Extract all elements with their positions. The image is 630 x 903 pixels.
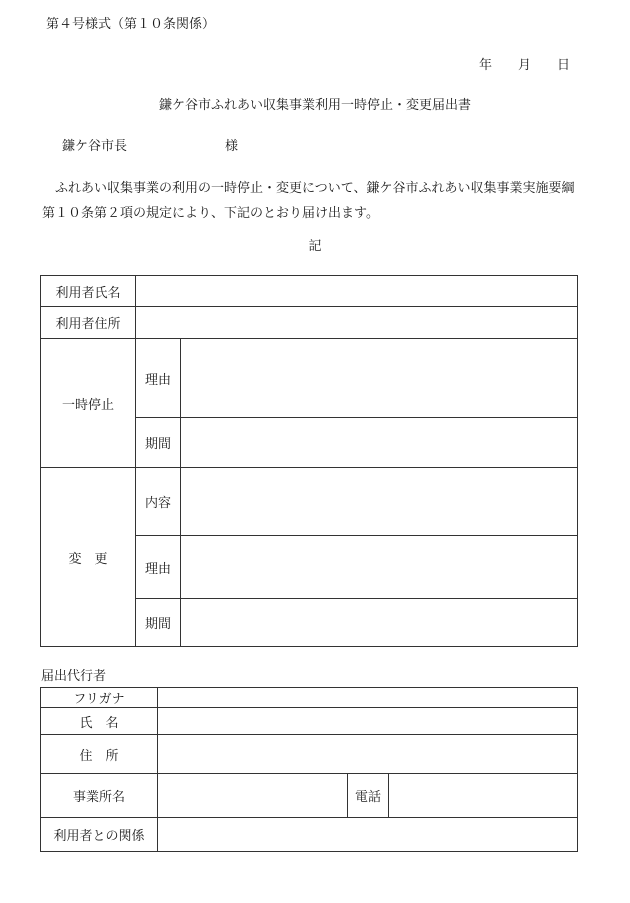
suspension-label: 一時停止 [41,339,136,468]
suspension-period-label: 期間 [136,418,181,468]
change-content-field[interactable] [181,468,578,536]
relationship-label: 利用者との関係 [41,818,158,852]
furigana-field[interactable] [158,688,578,708]
change-period-field[interactable] [181,599,578,647]
recipient-name: 鎌ケ谷市長 [62,139,128,154]
agent-caption: 届出代行者 [41,669,107,684]
suspension-reason-field[interactable] [181,339,578,418]
user-address-label: 利用者住所 [41,307,136,339]
form-number: 第４号様式（第１０条関係） [46,17,216,32]
suspension-period-field[interactable] [181,418,578,468]
agent-name-field[interactable] [158,708,578,735]
agent-address-field[interactable] [158,735,578,774]
document-title: 鎌ケ谷市ふれあい収集事業利用一時停止・変更届出書 [158,98,471,113]
office-name-field[interactable] [158,774,348,818]
suspension-reason-label: 理由 [136,339,181,418]
relationship-field[interactable] [158,818,578,852]
recipient-honorific: 様 [225,139,239,154]
day-label: 日 [556,58,570,73]
agent-table [40,687,578,852]
date-line [479,59,570,72]
office-name-label: 事業所名 [41,774,158,818]
change-reason-label: 理由 [136,536,181,599]
recipient [62,140,238,153]
change-period-label: 期間 [136,599,181,647]
month-label: 月 [517,58,531,73]
body-text: ふれあい収集事業の利用の一時停止・変更について、鎌ケ谷市ふれあい収集事業実施要綱第１０条第２項の規定により、下記のとおり届け出ます。 [42,181,575,221]
change-reason-field[interactable] [181,536,578,599]
furigana-label: フリガナ [41,688,158,708]
change-label: 変 更 [41,468,136,647]
ki-heading: 記 [308,239,322,254]
year-label: 年 [478,58,492,73]
user-address-field[interactable] [136,307,578,339]
agent-address-label: 住 所 [41,735,158,774]
user-name-field[interactable] [136,276,578,307]
agent-name-label: 氏 名 [41,708,158,735]
main-table [40,275,578,647]
change-content-label: 内容 [136,468,181,536]
phone-field[interactable] [389,774,578,818]
user-name-label: 利用者氏名 [41,276,136,307]
phone-label: 電話 [348,774,389,818]
